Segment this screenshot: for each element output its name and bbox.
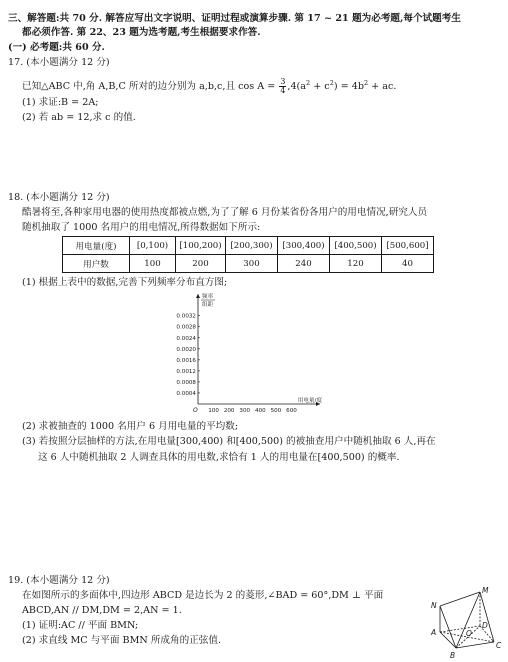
- edge-NB: [440, 606, 456, 648]
- table-interval-cell: [400,500): [330, 237, 382, 255]
- q18-part2: (2) 求被抽查的 1000 名用户 6 月用电量的平均数;: [22, 421, 239, 432]
- q17-frac-num: 3: [280, 77, 286, 87]
- y-axis-label-numerator: 频率: [202, 294, 214, 300]
- table-count-cell: 200: [176, 255, 226, 273]
- q17-stem-after-4: + ac.: [368, 81, 397, 93]
- q17-title: 17. (本小题满分 12 分): [8, 57, 110, 68]
- table-row: [63, 255, 434, 273]
- q19-title: 19. (本小题满分 12 分): [8, 575, 110, 586]
- y-tick-label: 0.0012: [176, 368, 196, 375]
- y-tick-label: 0.0028: [176, 324, 196, 331]
- x-tick-label: 100: [208, 408, 219, 414]
- q18-stem-line1: 酷暑将至,各种家用电器的使用热度都被点燃,为了了解 6 月份某省份各用户的用电情况,研究人员: [22, 207, 428, 218]
- y-tick-label: 0.0016: [176, 357, 196, 364]
- q17-part1: (1) 求证:B = 2A;: [22, 97, 99, 108]
- q17-stem-after-1: ,4(a: [287, 81, 307, 93]
- edge-NM: [440, 592, 480, 606]
- q18-stem-line2: 随机抽取了 1000 名用户的用电情况,所得数据如下所示:: [22, 222, 261, 233]
- section-header-line1: 三、解答题:共 70 分. 解答应写出文字说明、证明过程或演算步骤. 第 17 ~ 21 题为必考题,每个试题考生: [8, 13, 461, 24]
- table-interval-cell: [200,300): [226, 237, 278, 255]
- q18-part1: (1) 根据上表中的数据,完善下列频率分布直方图;: [22, 277, 228, 288]
- q19-stem-line2: ABCD,AN // DM,DM = 2,AN = 1.: [22, 605, 182, 616]
- q17-sup3: 2: [363, 79, 369, 87]
- label-D: D: [482, 621, 488, 630]
- x-tick-label: 300: [239, 408, 251, 414]
- y-axis-arrow: [196, 294, 200, 298]
- q19-stem-line1: 在如图所示的多面体中,四边形 ABCD 是边长为 2 的菱形,∠BAD = 60°,DM ⊥ 平面: [22, 590, 384, 601]
- usage-table: [62, 236, 434, 273]
- y-tick-label: 0.0024: [176, 335, 196, 342]
- label-A: A: [431, 628, 437, 637]
- table-count-cell: 40: [382, 255, 434, 273]
- y-tick-label: 0.0004: [176, 390, 196, 397]
- q17-fraction: [279, 78, 286, 95]
- y-tick-label: 0.0008: [176, 379, 196, 386]
- label-C: C: [496, 641, 502, 650]
- q17-sup2: 2: [329, 79, 334, 87]
- polyhedron-figure: [426, 586, 504, 660]
- q19-part1: (1) 证明:AC // 平面 BMN;: [22, 620, 139, 631]
- edge-AB: [440, 632, 456, 648]
- table-count-cell: 120: [330, 255, 382, 273]
- q17-frac-den: 4: [280, 86, 286, 96]
- table-header-cell: 用电量(度): [63, 237, 130, 255]
- x-tick-label: 200: [223, 408, 235, 414]
- table-interval-cell: [300,400): [278, 237, 330, 255]
- table-interval-cell: [100,200): [176, 237, 226, 255]
- frequency-histogram: [150, 292, 350, 422]
- label-N: N: [431, 601, 437, 610]
- q19-part2: (2) 求直线 MC 与平面 BMN 所成角的正弦值.: [22, 635, 222, 646]
- table-row: [63, 237, 434, 255]
- table-count-cell: 100: [130, 255, 176, 273]
- table-interval-cell: [0,100): [130, 237, 176, 255]
- q17-stem-before: 已知△ABC 中,角 A,B,C 所对的边分别为 a,b,c,且 cos A =: [22, 81, 276, 93]
- section-header-line2: 都必须作答. 第 22、23 题为选考题,考生根据要求作答.: [22, 27, 261, 38]
- q17-stem-after-3: ) = 4b: [333, 81, 364, 93]
- edge-MB: [456, 592, 480, 648]
- x-tick-label: 500: [270, 408, 282, 414]
- origin-label: O: [193, 407, 198, 414]
- x-tick-label: 600: [286, 408, 297, 414]
- y-tick-label: 0.0020: [176, 346, 196, 353]
- label-M: M: [482, 586, 489, 595]
- x-axis-label: 用电量/度: [297, 398, 322, 404]
- q17-stem: [22, 73, 396, 97]
- q18-part3-line2: 这 6 人中随机抽取 2 人调查具体的用电数,求恰有 1 人的用电量在[400,500) 的概率.: [38, 452, 400, 463]
- table-count-cell: 240: [278, 255, 330, 273]
- section-subheader: (一) 必考题:共 60 分.: [8, 42, 105, 53]
- q17-part2: (2) 若 ab = 12,求 c 的值.: [22, 112, 136, 123]
- label-B: B: [450, 651, 456, 660]
- y-tick-label: 0.0032: [176, 313, 196, 320]
- table-interval-cell: [500,600]: [382, 237, 434, 255]
- q17-sup1: 2: [306, 79, 311, 87]
- table-count-cell: 300: [226, 255, 278, 273]
- q18-part3-line1: (3) 若按照分层抽样的方法,在用电量[300,400) 和[400,500) 的被抽查用户中随机抽取 6 人,再在: [22, 436, 436, 447]
- q17-stem-after-2: + c: [310, 81, 330, 93]
- table-header-cell: 用户数: [63, 255, 130, 273]
- q18-title: 18. (本小题满分 12 分): [8, 192, 110, 203]
- label-O: O: [466, 629, 472, 638]
- y-axis-label-denominator: 组距: [202, 302, 214, 308]
- x-tick-label: 400: [254, 408, 266, 414]
